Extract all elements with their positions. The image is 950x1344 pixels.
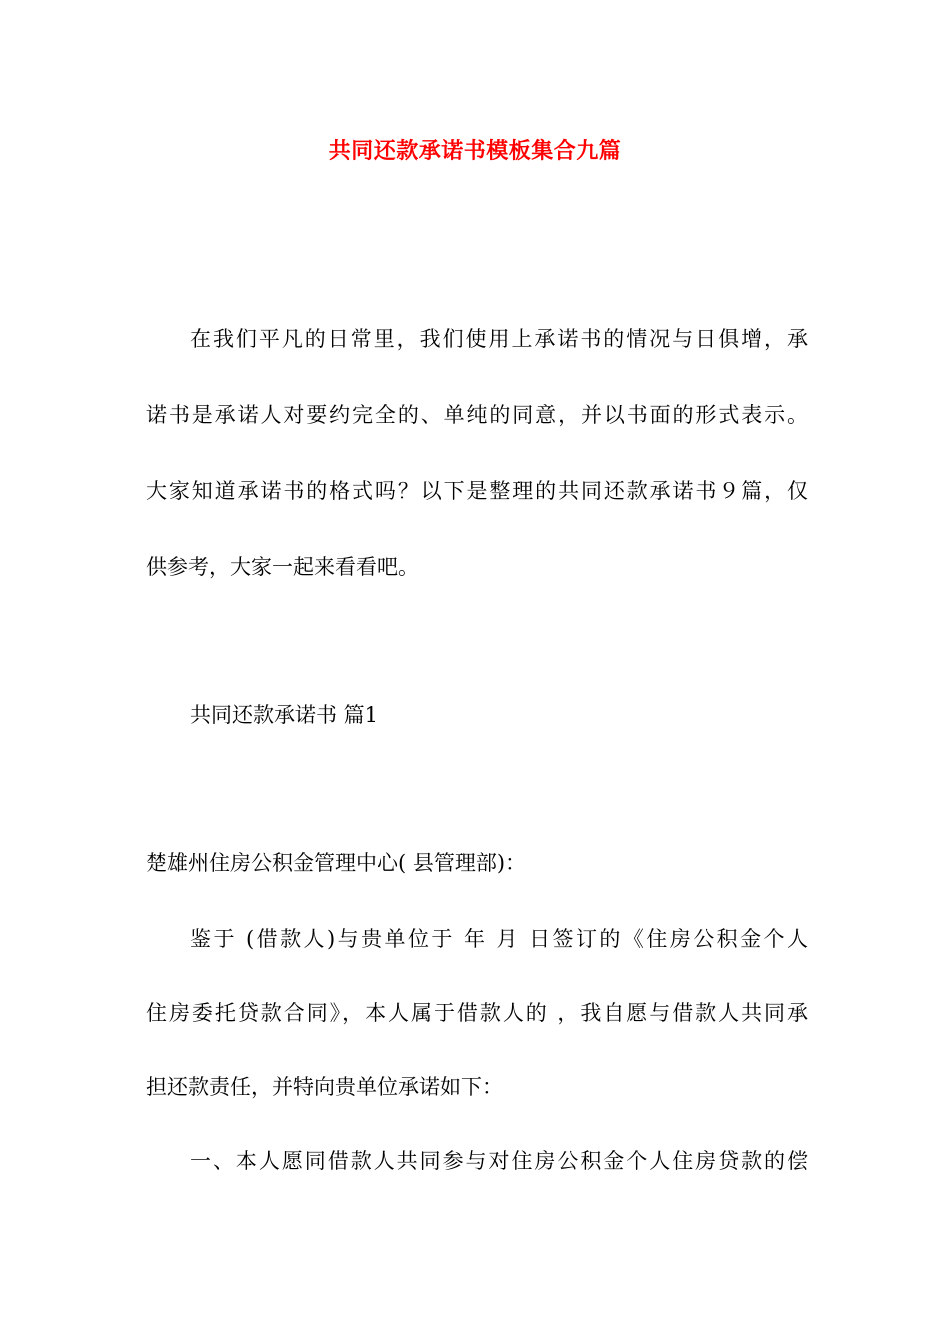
section-heading: 共同还款承诺书 篇1 <box>190 703 379 727</box>
addressee-line: 楚雄州住房公积金管理中心( 县管理部)： <box>146 851 527 875</box>
intro-line-3: 大家知道承诺书的格式吗？以下是整理的共同还款承诺书９篇，仅 <box>146 479 808 503</box>
body-line-3: 担还款责任，并特向贵单位承诺如下： <box>146 1075 503 1099</box>
body-line-4: 一、本人愿同借款人共同参与对住房公积金个人住房贷款的偿 <box>190 1149 808 1173</box>
intro-line-1: 在我们平凡的日常里，我们使用上承诺书的情况与日俱增，承 <box>190 327 808 351</box>
intro-line-4: 供参考，大家一起来看看吧。 <box>146 555 419 579</box>
document-title: 共同还款承诺书模板集合九篇 <box>328 139 622 164</box>
intro-line-2: 诺书是承诺人对要约完全的、单纯的同意，并以书面的形式表示。 <box>146 403 808 427</box>
body-line-1: 鉴于 (借款人)与贵单位于 年 月 日签订的《住房公积金个人 <box>190 927 808 951</box>
body-line-2: 住房委托贷款合同》，本人属于借款人的 ，我自愿与借款人共同承 <box>146 1001 808 1025</box>
